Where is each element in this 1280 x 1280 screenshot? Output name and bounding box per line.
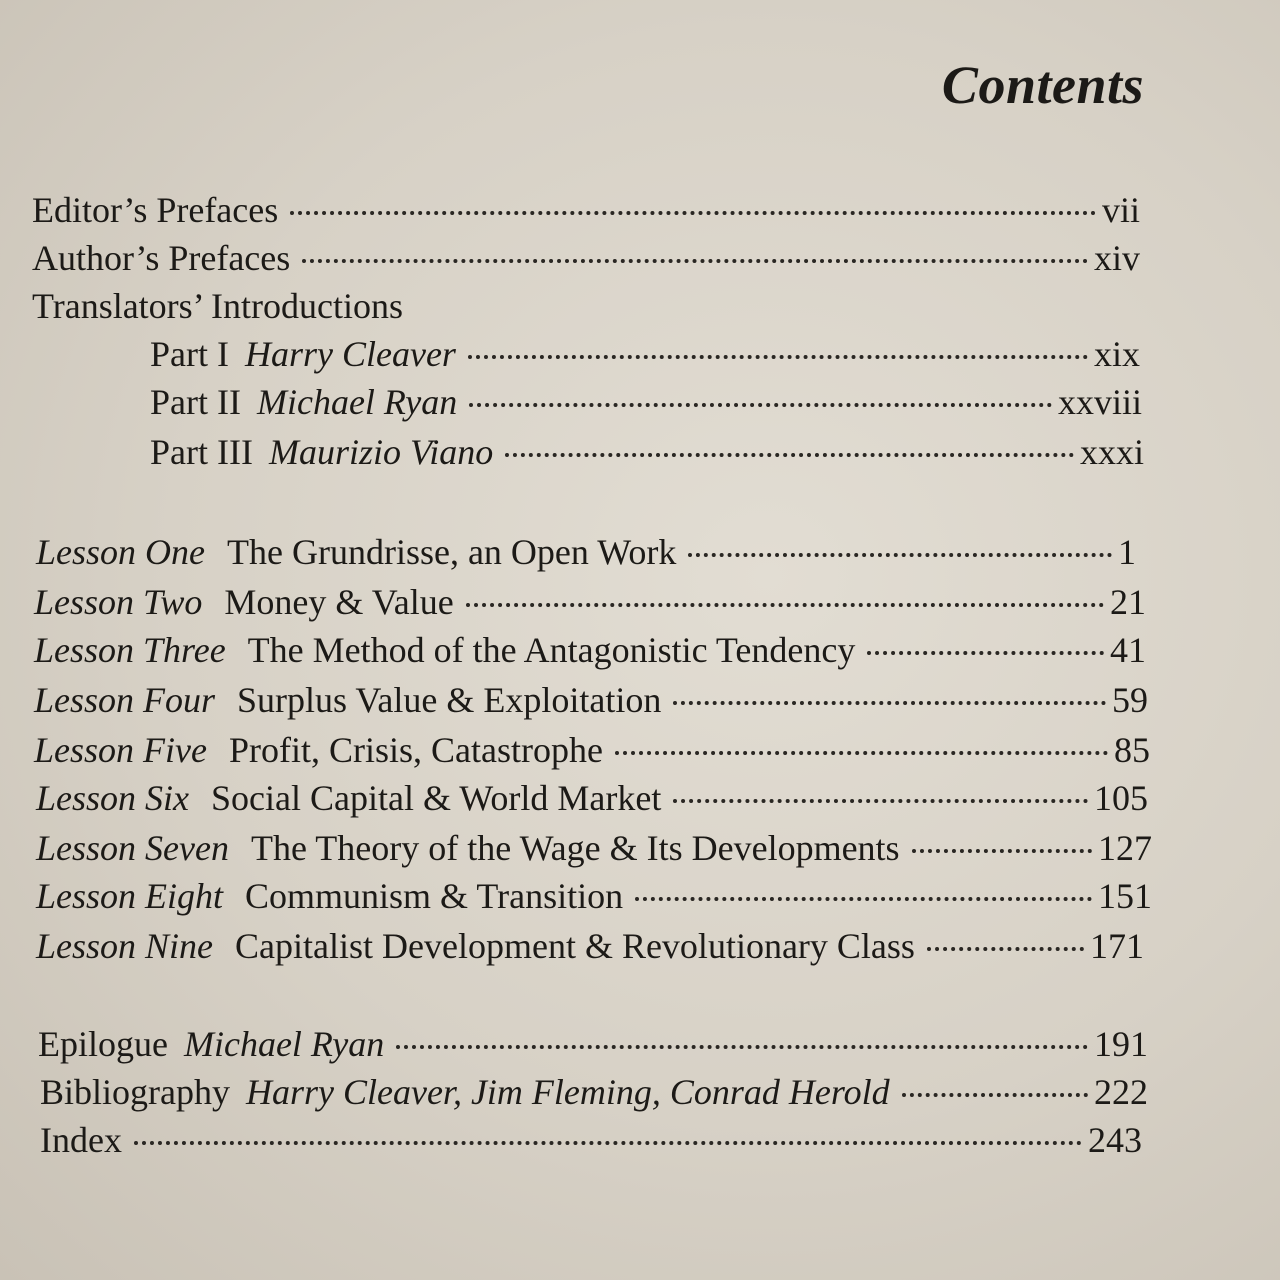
entry-page: xix xyxy=(1093,334,1140,374)
toc-entry-part-ii[interactable] xyxy=(150,378,1142,426)
dot-leader xyxy=(673,701,1106,705)
dot-leader xyxy=(134,1141,1082,1145)
lesson-title: Money & Value xyxy=(224,582,454,622)
part-author: Maurizio Viano xyxy=(268,432,494,472)
part-label: Part I xyxy=(150,334,229,374)
lesson-label: Lesson One xyxy=(36,532,205,572)
entry-author: Harry Cleaver, Jim Fleming, Conrad Herold xyxy=(245,1072,890,1112)
dot-leader xyxy=(912,849,1092,853)
entry-page: xxxi xyxy=(1079,432,1144,472)
toc-entry-lesson-five[interactable] xyxy=(34,726,1150,774)
lesson-title: Communism & Transition xyxy=(245,876,624,916)
dot-leader xyxy=(927,947,1084,951)
toc-entry-authors-prefaces[interactable] xyxy=(32,234,1140,282)
dot-leader xyxy=(396,1045,1088,1049)
dot-leader xyxy=(505,453,1074,457)
toc-entry-part-i[interactable] xyxy=(150,330,1140,378)
entry-page: 243 xyxy=(1088,1120,1142,1160)
entry-label: Bibliography xyxy=(40,1072,230,1112)
lesson-title: Social Capital & World Market xyxy=(211,778,662,818)
lesson-label: Lesson Four xyxy=(34,680,216,720)
toc-entry-lesson-seven[interactable] xyxy=(36,824,1152,872)
entry-page: 191 xyxy=(1094,1024,1148,1064)
toc-entry-lesson-six[interactable] xyxy=(36,774,1148,822)
lesson-label: Lesson Two xyxy=(34,582,203,622)
toc-entry-bibliography[interactable] xyxy=(40,1068,1148,1116)
lesson-label: Lesson Eight xyxy=(36,876,224,916)
dot-leader xyxy=(615,751,1108,755)
entry-page: 41 xyxy=(1110,630,1146,670)
part-label: Part III xyxy=(150,432,253,472)
toc-entry-lesson-four[interactable] xyxy=(34,676,1148,724)
toc-entry-part-iii[interactable] xyxy=(150,428,1144,476)
page-title: Contents xyxy=(941,55,1144,115)
lesson-title: The Grundrisse, an Open Work xyxy=(227,532,677,572)
entry-page: 21 xyxy=(1110,582,1146,622)
dot-leader xyxy=(673,799,1088,803)
entry-label: Author’s Prefaces xyxy=(32,238,291,278)
dot-leader xyxy=(466,603,1104,607)
toc-entry-lesson-one[interactable] xyxy=(36,528,1136,576)
entry-page: 1 xyxy=(1118,532,1136,572)
dot-leader xyxy=(468,355,1088,359)
entry-page: 85 xyxy=(1114,730,1150,770)
entry-label: Epilogue xyxy=(38,1024,168,1064)
toc-entry-lesson-nine[interactable] xyxy=(36,922,1144,970)
entry-page: 59 xyxy=(1112,680,1148,720)
toc-entry-lesson-eight[interactable] xyxy=(36,872,1152,920)
dot-leader xyxy=(688,553,1112,557)
lesson-title: Capitalist Development & Revolutionary Class xyxy=(235,926,915,966)
dot-leader xyxy=(469,403,1052,407)
entry-author: Michael Ryan xyxy=(183,1024,385,1064)
entry-page: 127 xyxy=(1098,828,1152,868)
part-author: Harry Cleaver xyxy=(244,334,456,374)
lesson-label: Lesson Nine xyxy=(36,926,214,966)
entry-label: Index xyxy=(40,1120,122,1160)
toc-heading-translators xyxy=(32,282,1140,330)
lesson-label: Lesson Three xyxy=(34,630,226,670)
entry-page: 222 xyxy=(1094,1072,1148,1112)
toc-entry-lesson-two[interactable] xyxy=(34,578,1146,626)
section-heading: Translators’ Introductions xyxy=(32,286,403,326)
entry-page: vii xyxy=(1101,190,1140,230)
lesson-label: Lesson Five xyxy=(34,730,207,770)
lesson-title: Profit, Crisis, Catastrophe xyxy=(228,730,603,770)
entry-page: 105 xyxy=(1094,778,1148,818)
lesson-title: The Method of the Antagonistic Tendency xyxy=(247,630,856,670)
toc-entry-index[interactable] xyxy=(40,1116,1142,1164)
toc-entry-editors-prefaces[interactable] xyxy=(32,186,1140,234)
lesson-title: Surplus Value & Exploitation xyxy=(237,680,662,720)
part-author: Michael Ryan xyxy=(256,382,458,422)
entry-page: xiv xyxy=(1093,238,1140,278)
lesson-title: The Theory of the Wage & Its Developments xyxy=(250,828,900,868)
dot-leader xyxy=(302,259,1088,263)
entry-page: xxviii xyxy=(1057,382,1142,422)
entry-page: 151 xyxy=(1098,876,1152,916)
dot-leader xyxy=(902,1093,1088,1097)
entry-page: 171 xyxy=(1090,926,1144,966)
toc-entry-epilogue[interactable] xyxy=(38,1020,1148,1068)
part-label: Part II xyxy=(150,382,241,422)
dot-leader xyxy=(290,211,1096,215)
dot-leader xyxy=(635,897,1092,901)
lesson-label: Lesson Seven xyxy=(36,828,229,868)
entry-label: Editor’s Prefaces xyxy=(32,190,279,230)
dot-leader xyxy=(867,651,1104,655)
toc-entry-lesson-three[interactable] xyxy=(34,626,1146,674)
lesson-label: Lesson Six xyxy=(36,778,189,818)
